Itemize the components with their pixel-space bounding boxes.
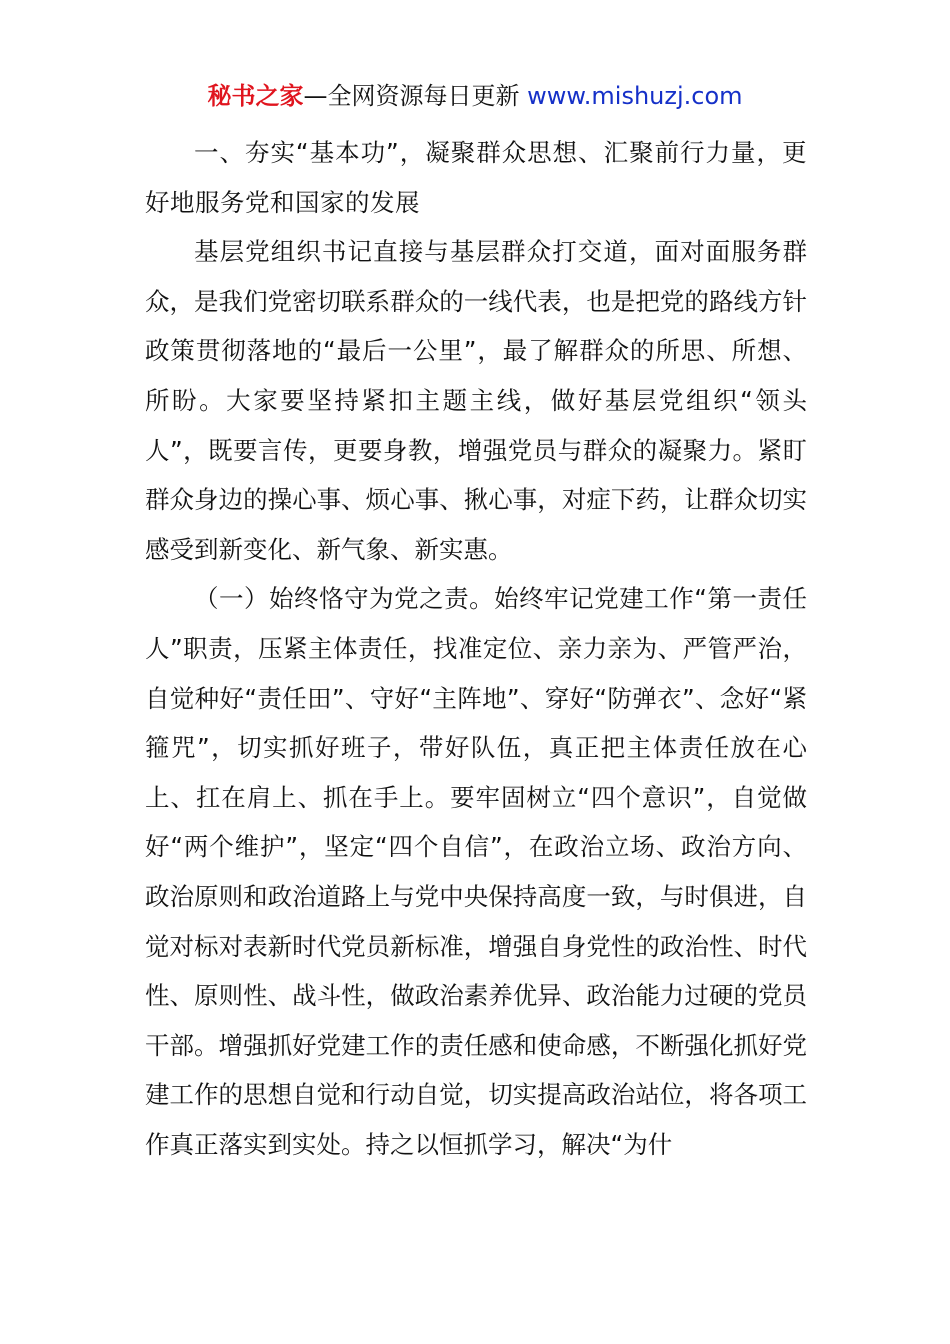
- section-heading: 一、夯实“基本功”，凝聚群众思想、汇聚前行力量，更好地服务党和国家的发展: [145, 138, 807, 217]
- paragraph-subsection-1: （一）始终恪守为党之责。始终牢记党建工作“第一责任人”职责，压紧主体责任，找准定位、亲力亲为、严管严治，自觉种好“责任田”、守好“主阵地”、穿好“防弹衣”、念好“紧箍咒”，切实抓好班子，带好队伍，真正把主体责任放在心上、扛在肩上、抓在手上。要牢固树立“四个意识”，自觉做好“两个维护”，坚定“四个自信”，在政治立场、政治方向、政治原则和政治道路上与党中央保持高度一致，与时俱进，自觉对标对表新时代党员新标准，增强自身党性的政治性、时代性、原则性、战斗性，做政治素养优异、政治能力过硬的党员干部。增强抓好党建工作的责任感和使命感，不断强化抓好党建工作的思想自觉和行动自觉，切实提高政治站位，将各项工作真正落实到实处。持之以恒抓学习，解决“为什: [145, 584, 807, 1159]
- site-tagline: —全网资源每日更新: [303, 82, 528, 110]
- site-brand: 秘书之家: [207, 82, 304, 110]
- document-body: [145, 128, 807, 1169]
- paragraph-intro: 基层党组织书记直接与基层群众打交道，面对面服务群众，是我们党密切联系群众的一线代表，也是把党的路线方针政策贯彻落地的“最后一公里”，最了解群众的所思、所想、所盼。大家要坚持紧扣主题主线，做好基层党组织“领头人”，既要言传，更要身教，增强党员与群众的凝聚力。紧盯群众身边的操心事、烦心事、揪心事，对症下药，让群众切实感受到新变化、新气象、新实惠。: [145, 237, 807, 564]
- site-url-link[interactable]: www.mishuzj.com: [527, 82, 743, 110]
- site-header: [0, 80, 950, 112]
